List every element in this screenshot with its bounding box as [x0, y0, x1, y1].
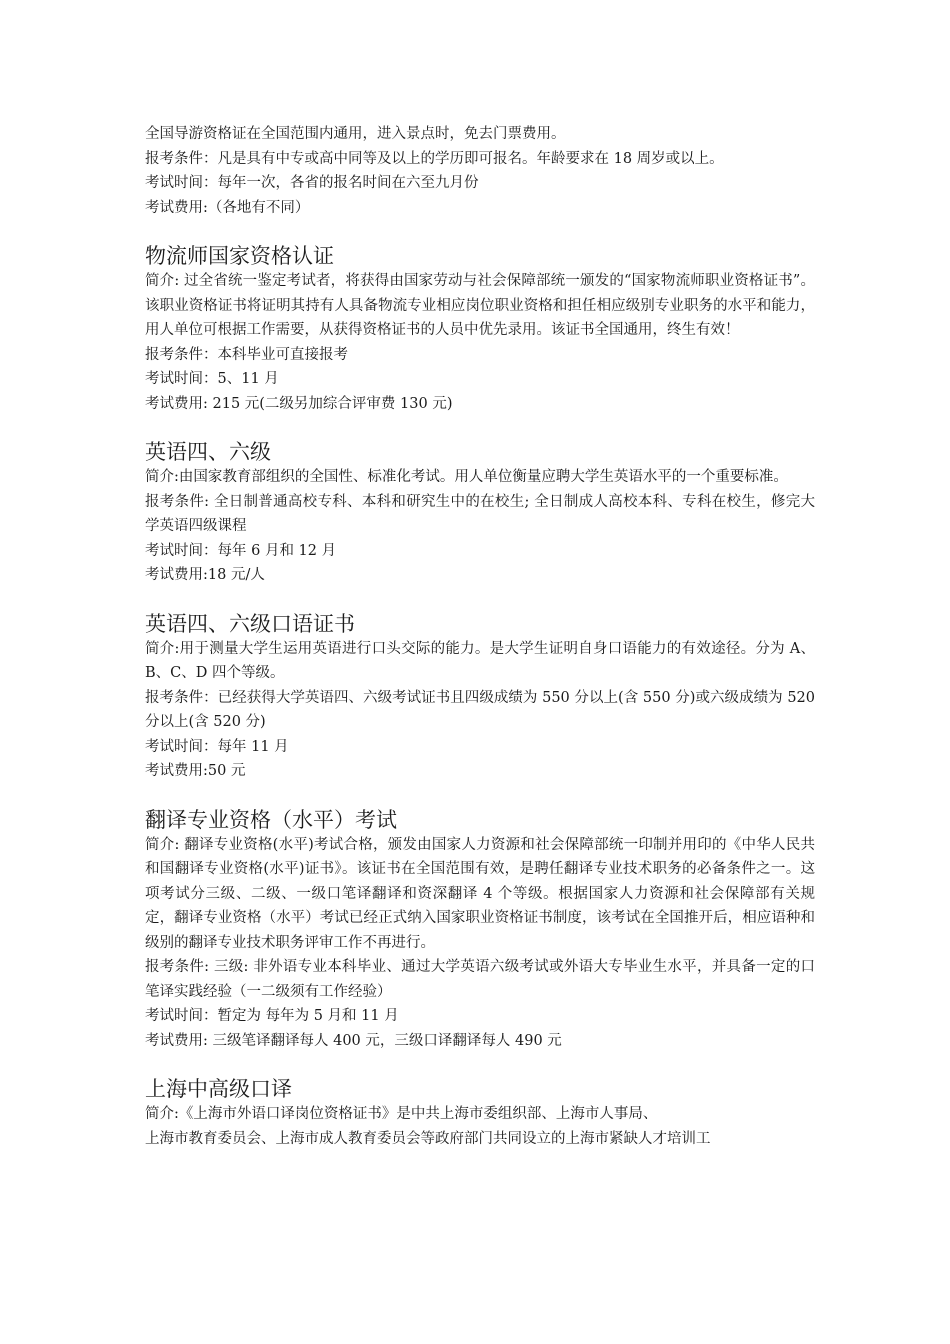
- section-logistics: [145, 243, 815, 416]
- section-intro: 简介: 过全省统一鉴定考试者，将获得由国家劳动与社会保障部统一颁发的“国家物流师职业资格证书”。该职业资格证书将证明其持有人具备物流专业相应岗位职业资格和担任相应级别专业职务的水平和能力，用人单位可根据工作需要，从获得资格证书的人员中优先录用。该证书全国通用，终生有效！: [145, 273, 815, 338]
- section-fee: 考试费用:50 元: [145, 763, 246, 779]
- section-time: 考试时间：暂定为 每年为 5 月和 11 月: [145, 1008, 399, 1024]
- section-intro-line: 上海市教育委员会、上海市成人教育委员会等政府部门共同设立的上海市紧缺人才培训工: [145, 1130, 711, 1147]
- intro-line: 考试费用:（各地有不同）: [145, 199, 310, 216]
- section-fee: 考试费用:18 元/人: [145, 567, 265, 583]
- section-intro: 简介:用于测量大学生运用英语进行口头交际的能力。是大学生证明自身口语能力的有效途径。分为 A、B、C、D 四个等级。: [145, 640, 815, 681]
- section-title: 英语四、六级: [145, 440, 271, 464]
- section-condition: 报考条件: 三级: 非外语专业本科毕业、通过大学英语六级考试或外语大专毕业生水平，并具备一定的口笔译实践经验（一二级须有工作经验）: [145, 959, 815, 1000]
- intro-line: 考试时间：每年一次，各省的报名时间在六至九月份: [145, 175, 479, 191]
- document-page: [145, 122, 815, 1151]
- intro-line: 全国导游资格证在全国范围内通用，进入景点时，免去门票费用。: [145, 126, 566, 142]
- intro-block: [145, 122, 815, 220]
- section-title: 翻译专业资格（水平）考试: [145, 807, 397, 832]
- section-fee: 考试费用: 215 元(二级另加综合评审费 130 元): [145, 395, 453, 412]
- section-intro: 简介:由国家教育部组织的全国性、标准化考试。用人单位衡量应聘大学生英语水平的一个重要标准。: [145, 469, 788, 485]
- intro-line: 报考条件：凡是具有中专或高中同等及以上的学历即可报名。年龄要求在 18 周岁或以上。: [145, 150, 724, 167]
- section-condition: 报考条件: 全日制普通高校专科、本科和研究生中的在校生; 全日制成人高校本科、专科在校生，修完大学英语四级课程: [145, 493, 815, 534]
- section-title: 物流师国家资格认证: [145, 244, 334, 268]
- section-catti: [145, 807, 815, 1054]
- section-time: 考试时间：每年 6 月和 12 月: [145, 542, 337, 559]
- section-time: 考试时间：每年 11 月: [145, 738, 289, 755]
- section-fee: 考试费用: 三级笔译翻译每人 400 元，三级口译翻译每人 490 元: [145, 1032, 562, 1049]
- section-shanghai-interpretation: [145, 1076, 815, 1151]
- section-title: 上海中高级口译: [145, 1077, 292, 1101]
- section-time: 考试时间：5、11 月: [145, 371, 279, 387]
- section-cet: [145, 439, 815, 588]
- section-intro-line: 简介:《上海市外语口译岗位资格证书》是中共上海市委组织部、上海市人事局、: [145, 1106, 658, 1122]
- section-condition: 报考条件：本科毕业可直接报考: [145, 346, 348, 363]
- section-title: 英语四、六级口语证书: [145, 611, 355, 636]
- section-condition: 报考条件：已经获得大学英语四、六级考试证书且四级成绩为 550 分以上(含 550 分)或六级成绩为 520 分以上(含 520 分): [145, 689, 815, 730]
- section-cet-oral: [145, 611, 815, 784]
- section-intro: 简介: 翻译专业资格(水平)考试合格，颁发由国家人力资源和社会保障部统一印制并用印的《中华人民共和国翻译专业资格(水平)证书》。该证书在全国范围有效，是聘任翻译专业技术职务的必备条件之一。这项考试分三级、二级、一级口笔译翻译和资深翻译 4 个等级。根据国家人力资源和社会保障部有关规定，翻译专业资格（水平）考试已经正式纳入国家职业资格证书制度，该考试在全国推开后，相应语种和级别的翻译专业技术职务评审工作不再进行。: [145, 836, 815, 951]
